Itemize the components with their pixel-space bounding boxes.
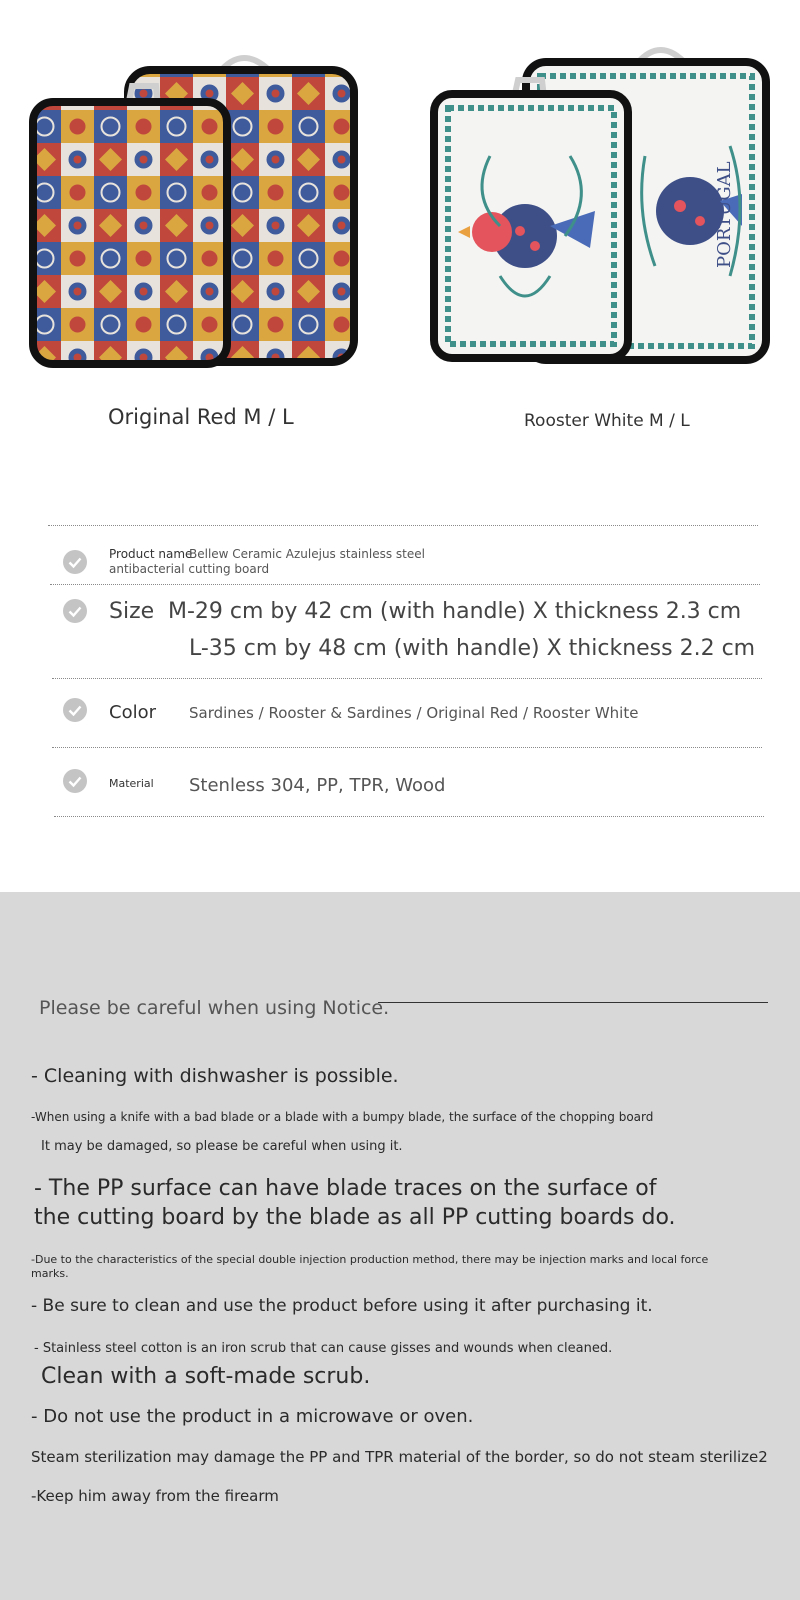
spec-material-value: Stenless 304, PP, TPR, Wood: [189, 775, 446, 796]
check-icon: [63, 599, 87, 623]
notice-item: It may be damaged, so please be careful when using it.: [41, 1139, 403, 1154]
rooster-white-board-image: [430, 36, 780, 372]
spec-divider: [50, 584, 760, 585]
spec-divider: [54, 816, 764, 817]
spec-divider: [52, 747, 762, 748]
notice-item: - Cleaning with dishwasher is possible.: [31, 1065, 399, 1087]
spec-color-label: Color: [109, 702, 156, 723]
notice-heading: Please be careful when using Notice.: [39, 997, 390, 1019]
spec-product-name-label: Product name: [109, 547, 193, 561]
notice-item: marks.: [31, 1267, 69, 1280]
original-red-board-image: [28, 44, 368, 374]
notice-item: - Stainless steel cotton is an iron scrub that can cause gisses and wounds when cleaned.: [34, 1341, 613, 1356]
rooster-white-caption: Rooster White M / L: [524, 411, 690, 431]
spec-color-value: Sardines / Rooster & Sardines / Original Red / Rooster White: [189, 704, 639, 722]
notice-item: - The PP surface can have blade traces on the surface of: [34, 1176, 657, 1201]
check-icon: [63, 769, 87, 793]
notice-item: - Be sure to clean and use the product before using it after purchasing it.: [31, 1296, 653, 1316]
check-icon: [63, 698, 87, 722]
notice-heading-rule: [378, 1002, 768, 1003]
notice-item: -Due to the characteristics of the special double injection production method, there may be injection marks and local force: [31, 1253, 709, 1266]
notice-item: the cutting board by the blade as all PP cutting boards do.: [34, 1205, 676, 1230]
spec-size-value-m: M-29 cm by 42 cm (with handle) X thickness 2.3 cm: [168, 599, 742, 624]
portugal-print-text: PORTUGAL: [714, 161, 735, 268]
check-icon: [63, 550, 87, 574]
notice-item: -Keep him away from the firearm: [31, 1487, 279, 1505]
notice-item: - Do not use the product in a microwave or oven.: [31, 1406, 474, 1427]
spec-product-name-value: Bellew Ceramic Azulejus stainless steel antibacterial cutting board: [109, 547, 425, 576]
original-red-caption: Original Red M / L: [108, 405, 294, 429]
notice-item: Clean with a soft-made scrub.: [41, 1364, 371, 1389]
notice-item: -When using a knife with a bad blade or a blade with a bumpy blade, the surface of the chopping board: [31, 1110, 654, 1124]
spec-divider: [52, 678, 762, 679]
spec-size-value-l: L-35 cm by 48 cm (with handle) X thickness 2.2 cm: [189, 636, 756, 661]
spec-material-label: Material: [109, 777, 154, 790]
spec-divider: [48, 525, 758, 526]
notice-item: Steam sterilization may damage the PP and TPR material of the border, so do not steam sterilize2: [31, 1448, 768, 1466]
spec-size-label: Size: [109, 599, 155, 624]
